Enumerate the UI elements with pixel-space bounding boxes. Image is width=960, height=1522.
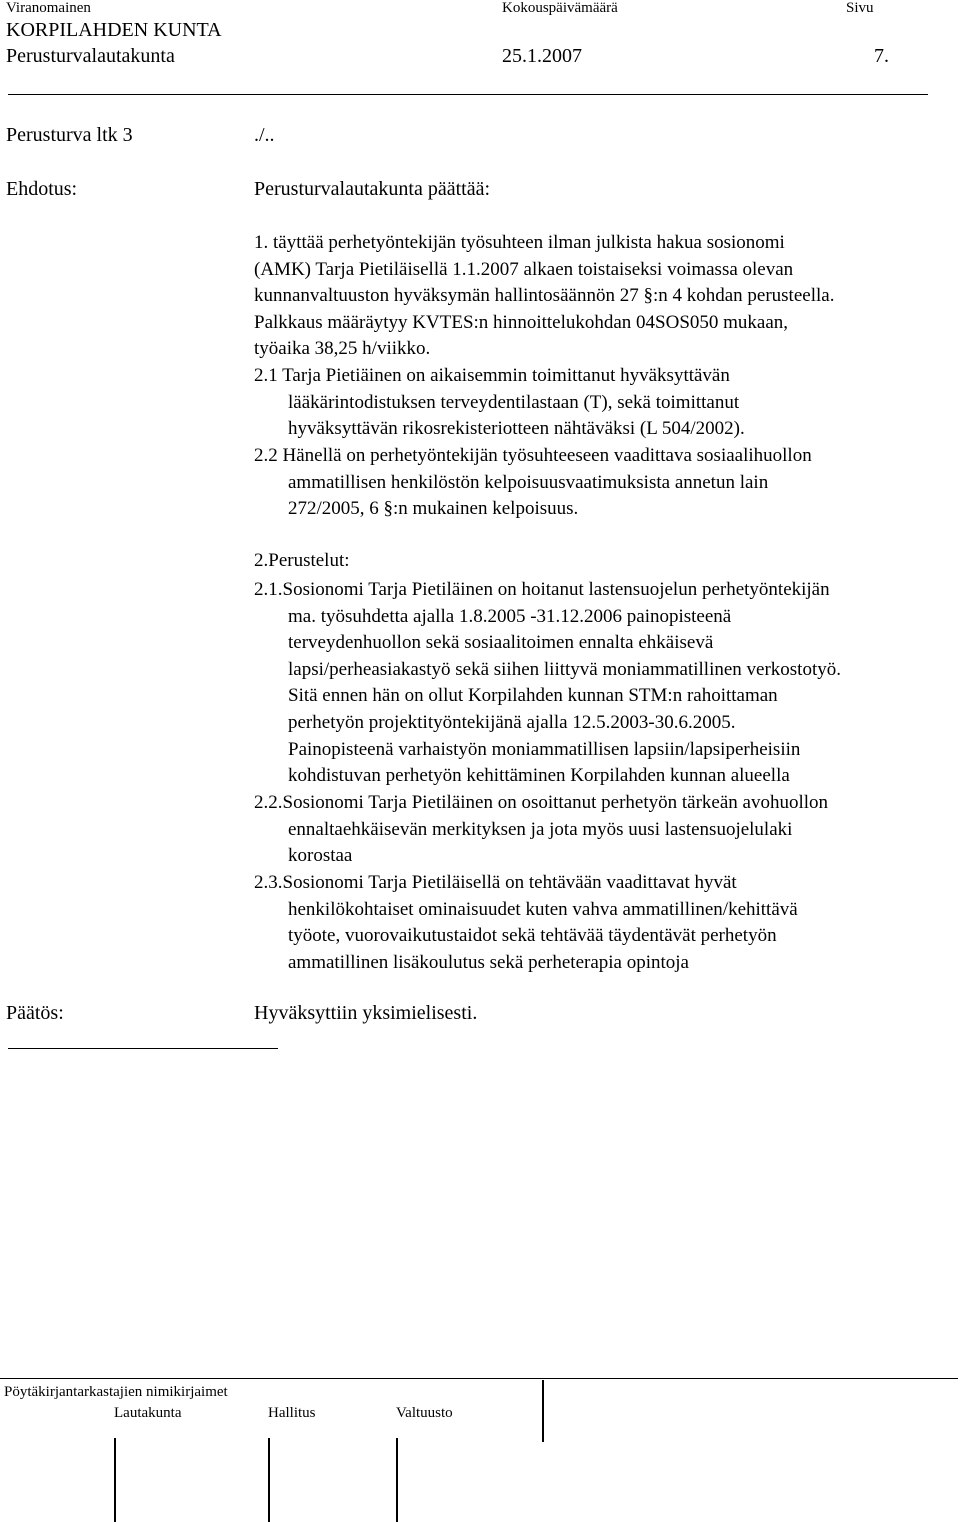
justification-2-2 bbox=[254, 790, 828, 870]
signature-column-rule bbox=[396, 1438, 398, 1522]
signature-column-rule bbox=[114, 1438, 116, 1522]
header-label-date: Kokouspäivämäärä bbox=[502, 0, 618, 16]
header-label-issuer: Viranomainen bbox=[6, 0, 91, 16]
proposal-point-2-1 bbox=[254, 363, 745, 443]
text-line: työaika 38,25 h/viikko. bbox=[254, 338, 431, 360]
text-line: lapsi/perheasiakastyö sekä siihen liittyvä moniammatillinen verkostotyö. bbox=[288, 658, 841, 680]
page-number: 7. bbox=[874, 45, 889, 67]
text-line: hyväksyttävän rikosrekisteriotteen nähtäväksi (L 504/2002). bbox=[288, 418, 745, 440]
footer-title: Pöytäkirjantarkastajien nimikirjaimet bbox=[4, 1384, 228, 1400]
text-line: terveydenhuollon sekä sosiaalitoimen ennalta ehkäisevä bbox=[288, 632, 714, 654]
text-line: (AMK) Tarja Pietiläisellä 1.1.2007 alkaen toistaiseksi voimassa olevan bbox=[254, 258, 794, 280]
text-line: 1. täyttää perhetyöntekijän työsuhteen ilman julkista hakua sosionomi bbox=[254, 232, 785, 253]
meeting-date: 25.1.2007 bbox=[502, 45, 582, 67]
text-line: 2.2.Sosionomi Tarja Pietiläinen on osoittanut perhetyön tärkeän avohuollon bbox=[254, 792, 829, 813]
header-divider bbox=[8, 94, 928, 95]
footer-column-hallitus: Hallitus bbox=[268, 1405, 316, 1421]
decision-label: Päätös: bbox=[6, 1002, 64, 1024]
footer-top-rule bbox=[0, 1378, 958, 1379]
text-line: Painopisteenä varhaistyön moniammatillisen lapsiin/lapsiperheisiin bbox=[288, 738, 801, 760]
text-line: ma. työsuhdetta ajalla 1.8.2005 -31.12.2006 painopisteenä bbox=[288, 605, 732, 627]
organization-name: KORPILAHDEN KUNTA bbox=[6, 19, 222, 41]
footer-column-valtuusto: Valtuusto bbox=[396, 1405, 453, 1421]
text-line: Sitä ennen hän on ollut Korpilahden kunnan STM:n rahoittaman bbox=[288, 685, 778, 707]
decision-text: Hyväksyttiin yksimielisesti. bbox=[254, 1002, 478, 1024]
item-continuation: ./.. bbox=[254, 124, 275, 146]
justification-2-3 bbox=[254, 870, 798, 976]
proposal-intro: Perusturvalautakunta päättää: bbox=[254, 178, 491, 200]
proposal-point-1 bbox=[254, 230, 834, 363]
text-line: perhetyön projektityöntekijänä ajalla 12.5.2003-30.6.2005. bbox=[288, 711, 736, 733]
proposal-point-2-2 bbox=[254, 443, 812, 523]
decision-underline bbox=[8, 1048, 278, 1049]
text-line: Palkkaus määräytyy KVTES:n hinnoittelukohdan 04SOS050 mukaan, bbox=[254, 311, 789, 333]
justification-2-1 bbox=[254, 577, 841, 790]
text-line: lääkärintodistuksen terveydentilastaan (T), sekä toimittanut bbox=[288, 391, 740, 413]
footer-divider bbox=[542, 1380, 544, 1442]
text-line: 272/2005, 6 §:n mukainen kelpoisuus. bbox=[288, 498, 579, 520]
item-title: Perusturva ltk 3 bbox=[6, 124, 133, 146]
text-line: 2.1.Sosionomi Tarja Pietiläinen on hoitanut lastensuojelun perhetyöntekijän bbox=[254, 579, 830, 600]
text-line: ammatillinen lisäkoulutus sekä perheterapia opintoja bbox=[288, 951, 689, 973]
text-line: 2.2 Hänellä on perhetyöntekijän työsuhteeseen vaadittava sosiaalihuollon bbox=[254, 445, 812, 466]
header-label-page: Sivu bbox=[846, 0, 874, 16]
text-line: 2.1 Tarja Pietiäinen on aikaisemmin toimittanut hyväksyttävän bbox=[254, 365, 730, 386]
text-line: ennaltaehkäisevän merkityksen ja jota myös uusi lastensuojelulaki bbox=[288, 818, 793, 840]
committee-name: Perusturvalautakunta bbox=[6, 45, 175, 67]
text-line: kunnanvaltuuston hyväksymän hallintosäännön 27 §:n 4 kohdan perusteella. bbox=[254, 285, 835, 307]
text-line: henkilökohtaiset ominaisuudet kuten vahva ammatillinen/kehittävä bbox=[288, 898, 798, 920]
text-line: työote, vuorovaikutustaidot sekä tehtävää täydentävät perhetyön bbox=[288, 925, 777, 947]
text-line: korostaa bbox=[288, 845, 353, 867]
justification-heading: 2.Perustelut: bbox=[254, 550, 350, 571]
text-line: 2.3.Sosionomi Tarja Pietiläisellä on tehtävään vaadittavat hyvät bbox=[254, 872, 737, 893]
text-line: ammatillisen henkilöstön kelpoisuusvaatimuksista annetun lain bbox=[288, 471, 769, 493]
text-line: kohdistuvan perhetyön kehittäminen Korpilahden kunnan alueella bbox=[288, 765, 790, 787]
proposal-label: Ehdotus: bbox=[6, 178, 78, 200]
footer-column-lautakunta: Lautakunta bbox=[114, 1405, 182, 1421]
signature-column-rule bbox=[268, 1438, 270, 1522]
